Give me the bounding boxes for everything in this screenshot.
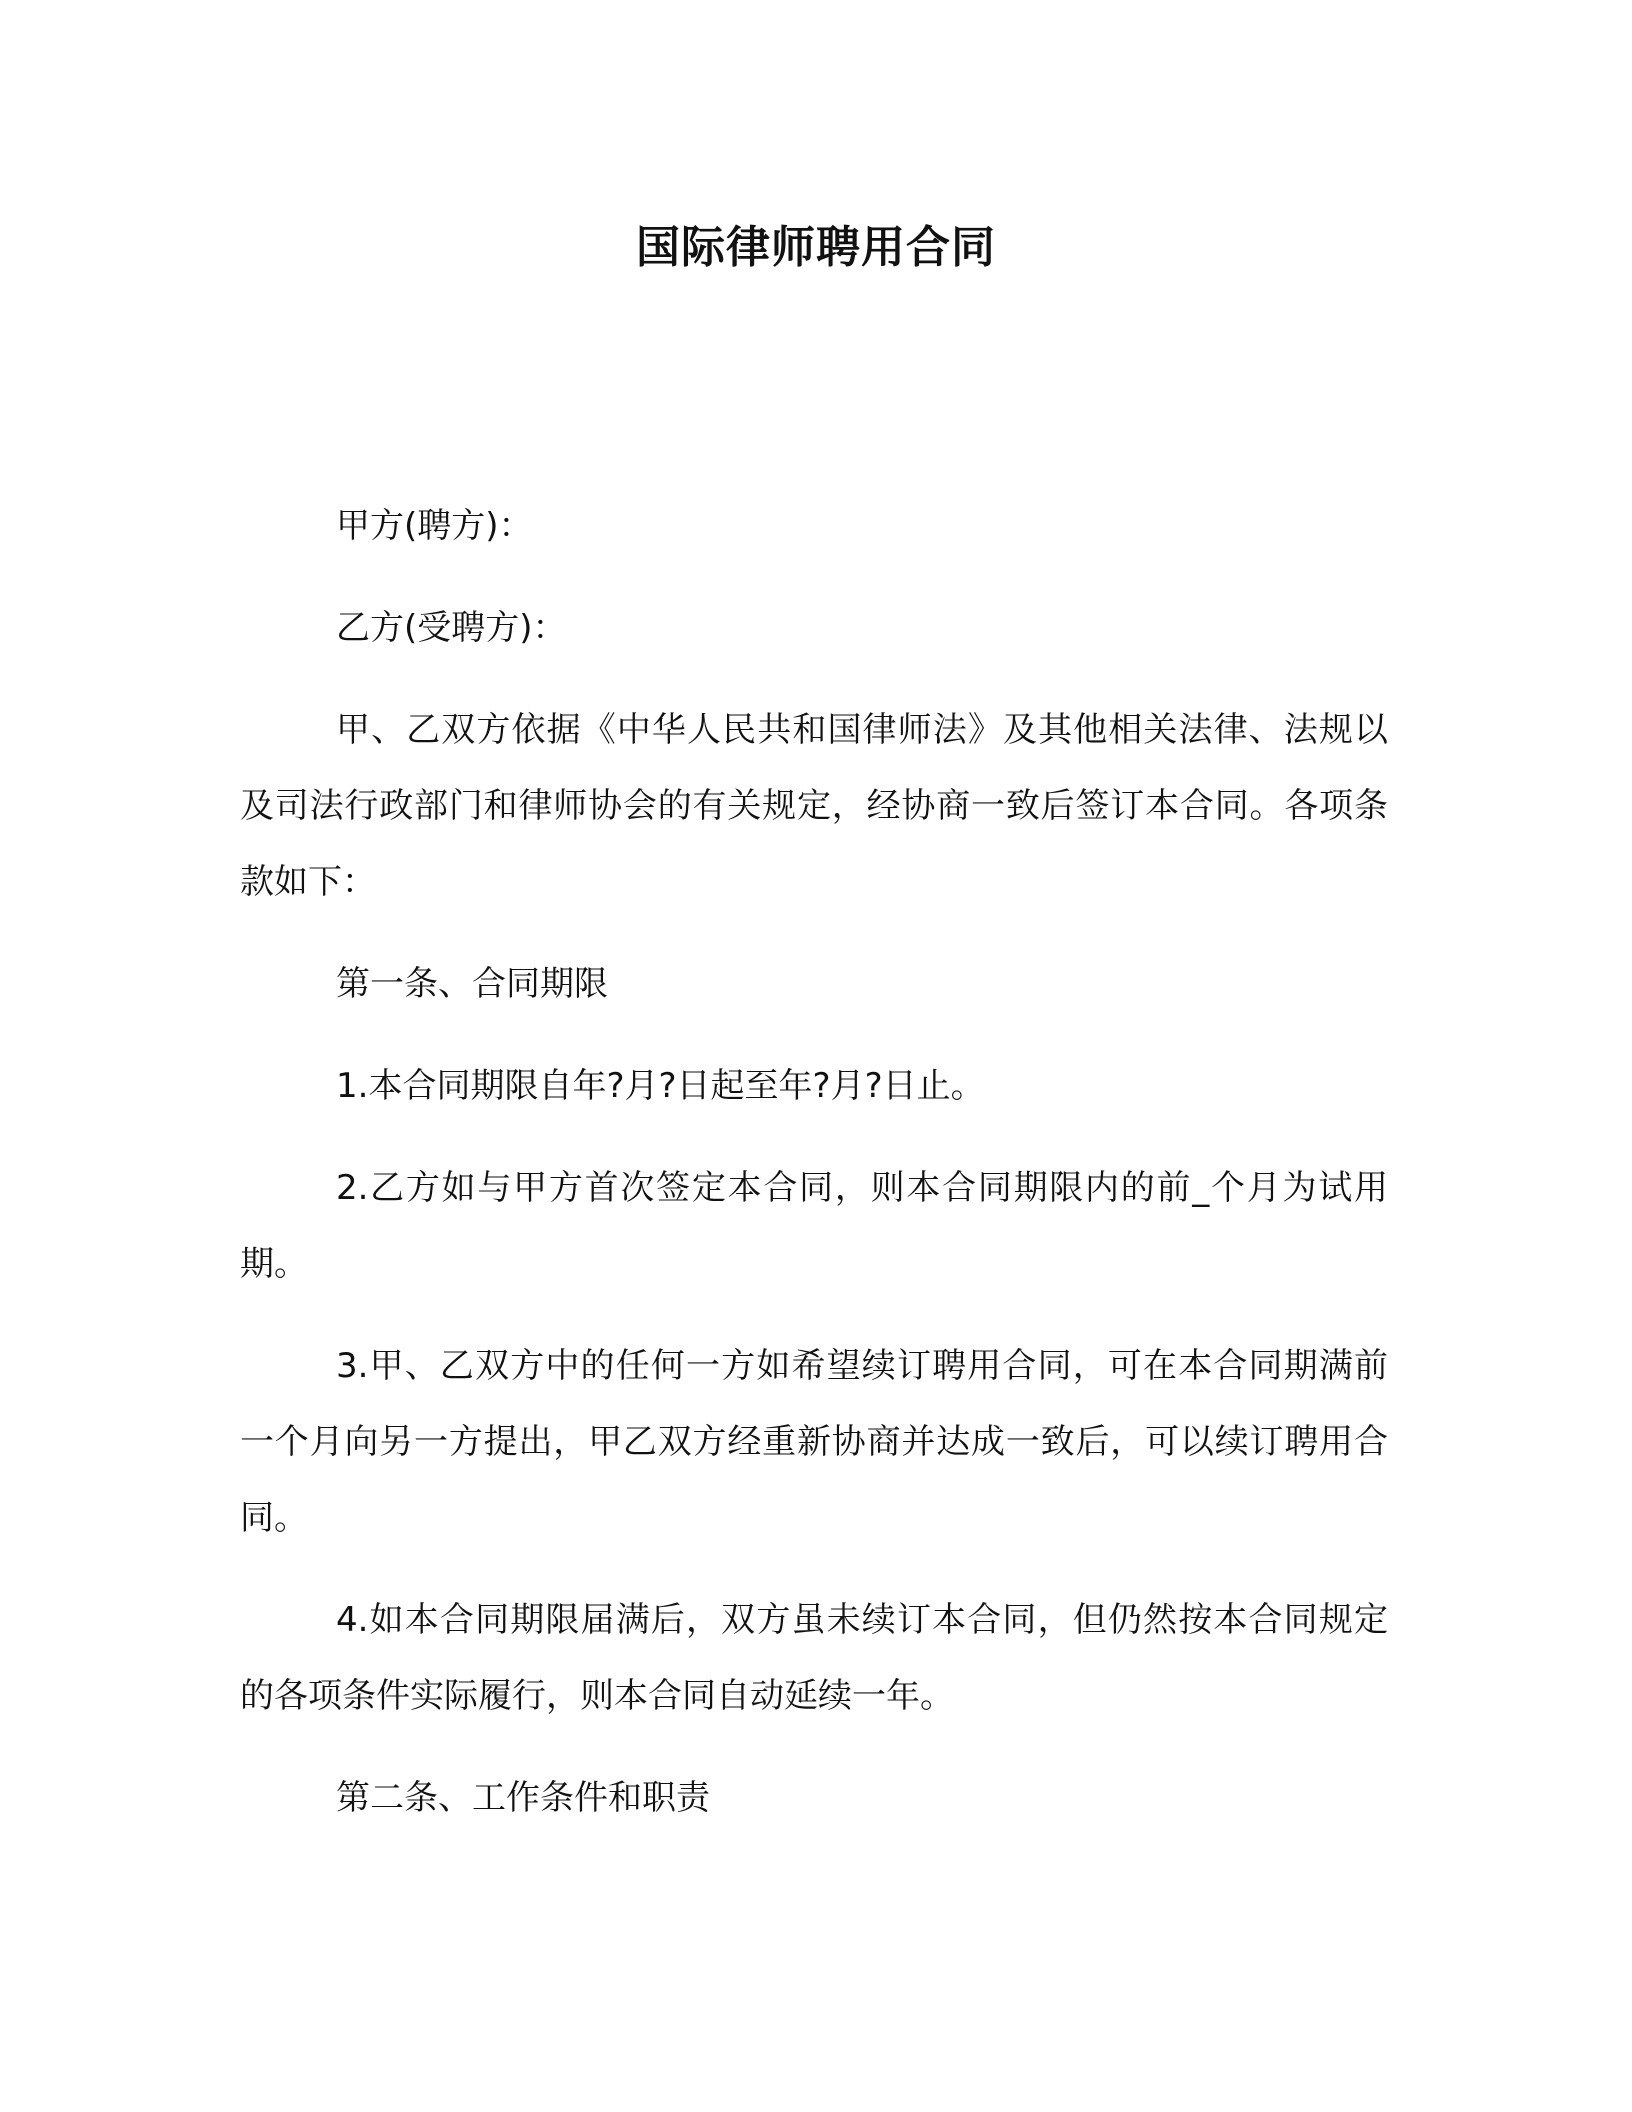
clause-paragraph: 1.本合同期限自年?月?日起至年?月?日止。 [336,1066,985,1106]
party-a-line: 甲方(聘方)： [336,506,533,546]
clause-paragraph: 3.甲、乙双方中的任何一方如希望续订聘用合同，可在本合同期满前一个月向另一方提出，甲乙双方经重新协商并达成一致后，可以续订聘用合同。 [240,1346,1388,1538]
article-heading: 第二条、工作条件和职责 [336,1778,710,1818]
party-b-line: 乙方(受聘方)： [336,608,567,648]
preamble-paragraph: 甲、乙双方依据《中华人民共和国律师法》及其他相关法律、法规以及司法行政部门和律师协会的有关规定，经协商一致后签订本合同。各项条款如下： [240,710,1388,902]
article-heading: 第一条、合同期限 [336,964,608,1004]
clause-paragraph: 4.如本合同期限届满后，双方虽未续订本合同，但仍然按本合同规定的各项条件实际履行，则本合同自动延续一年。 [240,1600,1388,1716]
document-body [240,488,1388,1862]
clause-paragraph: 2.乙方如与甲方首次签定本合同，则本合同期限内的前_个月为试用期。 [240,1168,1388,1284]
document-title: 国际律师聘用合同 [636,222,996,273]
